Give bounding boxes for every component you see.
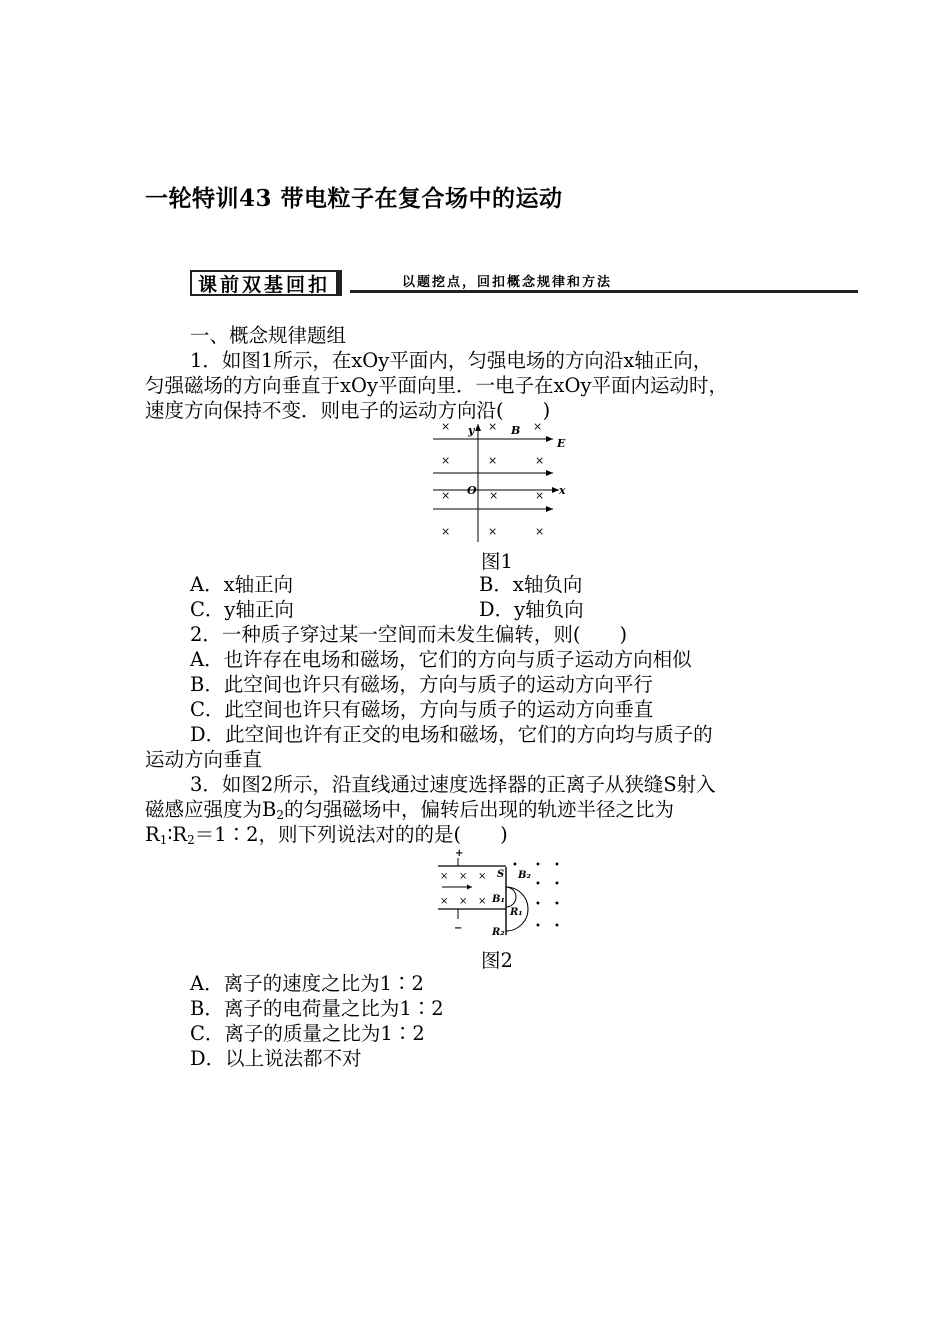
q3-option-b: B．离子的电荷量之比为1∶2 <box>190 997 444 1020</box>
cross-mark: × <box>459 871 468 882</box>
cross-mark: × <box>535 454 545 467</box>
x-label: x <box>559 484 566 497</box>
field-dot: • <box>535 879 541 890</box>
cross-mark: × <box>441 489 451 502</box>
cross-mark: × <box>440 896 449 907</box>
B2-label: B₂ <box>518 870 531 881</box>
q3-subscript: 1 <box>159 833 168 847</box>
cross-mark: × <box>535 525 545 538</box>
cross-mark: × <box>489 489 499 502</box>
field-dot: • <box>535 921 541 932</box>
cross-mark: × <box>440 871 449 882</box>
trajectory-r1 <box>506 887 516 907</box>
q3-option-a: A．离子的速度之比为1∶2 <box>190 972 424 995</box>
q1-option-b: B．x轴负向 <box>479 573 583 596</box>
q3-stem-line1: 3．如图2所示，沿直线通过速度选择器的正离子从狭缝S射入 <box>190 773 716 796</box>
banner-subtitle: 以题挖点，回扣概念规律和方法 <box>402 275 613 290</box>
R2-label: R₂ <box>492 927 505 938</box>
field-dot: • <box>512 860 518 871</box>
cross-mark: × <box>441 420 451 433</box>
cross-mark: × <box>459 896 468 907</box>
q3-text: R <box>145 823 160 846</box>
q3-option-c: C．离子的质量之比为1∶2 <box>190 1022 425 1045</box>
B-label: B <box>511 424 521 437</box>
q2-option-d-line2: 运动方向垂直 <box>145 748 263 771</box>
field-dot: • <box>554 899 560 910</box>
section-banner <box>190 268 858 300</box>
cross-mark: × <box>488 525 498 538</box>
E-label: E <box>557 437 566 450</box>
field-dot: • <box>535 899 541 910</box>
B1-label: B₁ <box>492 894 505 905</box>
minus-label: − <box>454 923 463 934</box>
cross-mark: × <box>478 871 487 882</box>
q3-text: ＝1∶2，则下列说法对的的是( ) <box>194 823 508 846</box>
cross-mark: × <box>488 420 498 433</box>
q1-stem-line3: 速度方向保持不变．则电子的运动方向沿( ) <box>145 399 551 422</box>
cross-mark: × <box>441 454 451 467</box>
banner-divider <box>350 290 858 293</box>
q2-stem: 2．一种质子穿过某一空间而未发生偏转，则( ) <box>190 623 628 646</box>
field-dot: • <box>554 921 560 932</box>
q3-text: 的匀强磁场中，偏转后出现的轨迹半径之比为 <box>283 798 674 821</box>
cross-mark: × <box>488 454 498 467</box>
origin-label: O <box>467 484 477 497</box>
figure-1-caption: 图1 <box>481 550 513 573</box>
q1-option-c: C．y轴正向 <box>190 598 294 621</box>
q2-option-c: C．此空间也许只有磁场，方向与质子的运动方向垂直 <box>190 698 654 721</box>
q3-text: ∶R <box>167 823 188 846</box>
q2-option-b: B．此空间也许只有磁场，方向与质子的运动方向平行 <box>190 673 653 696</box>
R1-label: R₁ <box>510 907 523 918</box>
q2-option-a: A．也许存在电场和磁场，它们的方向与质子运动方向相似 <box>190 648 692 671</box>
figure-1 <box>425 420 575 546</box>
q3-text: 磁感应强度为B <box>145 798 277 821</box>
figure-2 <box>432 845 572 940</box>
q1-option-a: A．x轴正向 <box>190 573 294 596</box>
field-dot: • <box>554 879 560 890</box>
plus-label: + <box>455 848 464 859</box>
section-heading: 一、概念规律题组 <box>190 324 347 347</box>
y-label: y <box>468 424 475 437</box>
banner-label: 课前双基回扣 <box>190 270 342 296</box>
field-dot: • <box>535 860 541 871</box>
q1-stem-line1: 1．如图1所示，在xOy平面内，匀强电场的方向沿x轴正向， <box>190 349 713 372</box>
slit-label: S <box>497 869 505 880</box>
q3-subscript: 2 <box>187 833 195 847</box>
cross-mark: × <box>478 896 487 907</box>
cross-mark: × <box>441 525 451 538</box>
q1-stem-line2: 匀强磁场的方向垂直于xOy平面向里．一电子在xOy平面内运动时， <box>145 374 729 397</box>
cross-mark: × <box>535 489 545 502</box>
q3-option-d: D．以上说法都不对 <box>190 1047 362 1070</box>
q1-option-d: D．y轴负向 <box>479 598 584 621</box>
cross-mark: × <box>533 420 543 433</box>
figure-2-caption: 图2 <box>481 949 513 972</box>
q3-subscript: 2 <box>276 808 284 822</box>
page-title: 一轮特训43 带电粒子在复合场中的运动 <box>145 185 563 212</box>
q2-option-d-line1: D．此空间也许有正交的电场和磁场，它们的方向均与质子的 <box>190 723 713 746</box>
field-dot: • <box>554 860 560 871</box>
